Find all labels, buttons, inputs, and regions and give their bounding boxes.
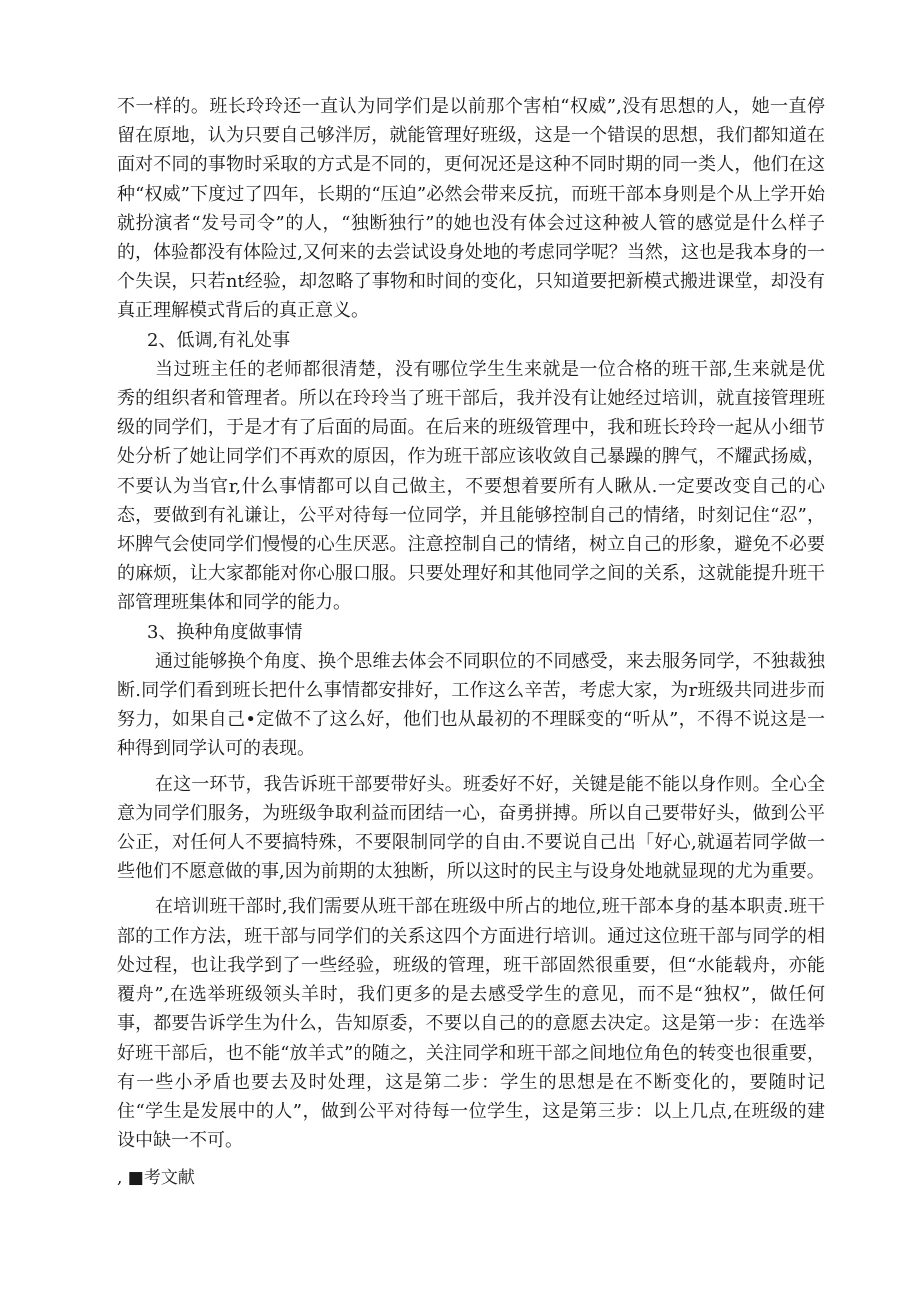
- section-heading-2: 2、低调,有礼处事: [147, 329, 291, 351]
- section-heading-3: 3、换种角度做事情: [147, 621, 303, 643]
- paragraph-continuation: 不一样的。班长玲玲还一直认为同学们是以前那个害柏“权威”,没有思想的人，她一直停留在原地，认为只要自己够泮厉，就能管理好班级，这是一个错误的思想，我们都知道在面对不同的事物时采取的方式是不同的，更何况还是这种不同时期的同一类人，他们在这种“权威”下度过了四年，长期的“压迫”必然会带来反抗，而班干部本身则是个从上学开始就扮演者“发号司令”的人，“独断独行”的她也没有体会过这种被人管的感觉是什么样子的，体验都没有体险过,又何来的去尝试设身处地的考虑同学呢？当然，这也是我本身的一个失误，只若nt经验，却忽略了事物和时间的变化，只知道要把新模式搬进课堂，却没有真正理解模式背后的真正意义。: [117, 96, 825, 322]
- document-body: [117, 92, 825, 1155]
- paragraph: 通过能够换个角度、换个思维去体会不同职位的不同感受，来去服务同学，不独裁独断.同学们看到班长把什么事情都安排好，工作这么辛苦，考虑大家，为r班级共同进步而努力，如果自己•定做不了这么好，他们也从最初的不理睬变的“听从”，不得不说这是一种得到同学认可的表现。: [117, 650, 825, 760]
- paragraph: 在培训班干部时,我们需要从班干部在班级中所占的地位,班干部本身的基本职责.班干部的工作方法，班干部与同学们的关系这四个方面进行培训。通过这位班干部与同学的相处过程，也让我学到了一些经验，班级的管理，班干部固然很重要，但“水能载舟，亦能覆舟”,在选举班级领头羊时，我们更多的是去感受学生的意见，而不是“独权”，做任何事，都要告诉学生为什么，告知原委，不要以自己的的意愿去决定。这是第一步：在选举好班干部后，也不能“放羊式”的随之，关注同学和班干部之间地位角色的转变也很重要，有一些小矛盾也要去及时处理，这是第二步：学生的思想是在不断变化的，要随时记住“学生是发展中的人”，做到公平对待每一位学生，这是第三步：以上几点,在班级的建设中缺一不可。: [117, 896, 825, 1152]
- references-heading: , ■考文献: [117, 1168, 195, 1188]
- paragraph: 当过班主任的老师都很清楚，没有哪位学生生来就是一位合格的班干部,生来就是优秀的组织者和管理者。所以在玲玲当了班干部后，我并没有让她经过培训，就直接管理班级的同学们，于是才有了后面的局面。在后来的班级管理中，我和班长玲玲一起从小细节处分析了她让同学们不再欢的原因，作为班干部应该收敛自己暴躁的脾气，不耀武扬威，不要认为当官r,什么事情都可以自己做主，不要想着要所有人瞅从.一定要改变自己的心态，要做到有礼谦让，公平对待每一位同学，并且能够控制自己的情绪，时刻记住“忍”，坏脾气会使同学们慢慢的心生厌恶。注意控制自己的情绪，树立自己的形象，避免不必要的麻烦，让大家都能对你心服口服。只要处理好和其他同学之间的关系，这就能提升班干部管理班集体和同学的能力。: [117, 358, 825, 614]
- paragraph: 在这一环节，我告诉班干部要带好头。班委好不好，关键是能不能以身作则。全心全意为同学们服务，为班级争取利益而团结一心，奋勇拼搏。所以自己要带好头，做到公平公正，对任何人不要搞特殊，不要限制同学的自由.不要说自己出「好心,就逼若同学做一些他们不愿意做的事,因为前期的太独断，所以这时的民主与设身处地就显现的尤为重要。: [117, 773, 825, 883]
